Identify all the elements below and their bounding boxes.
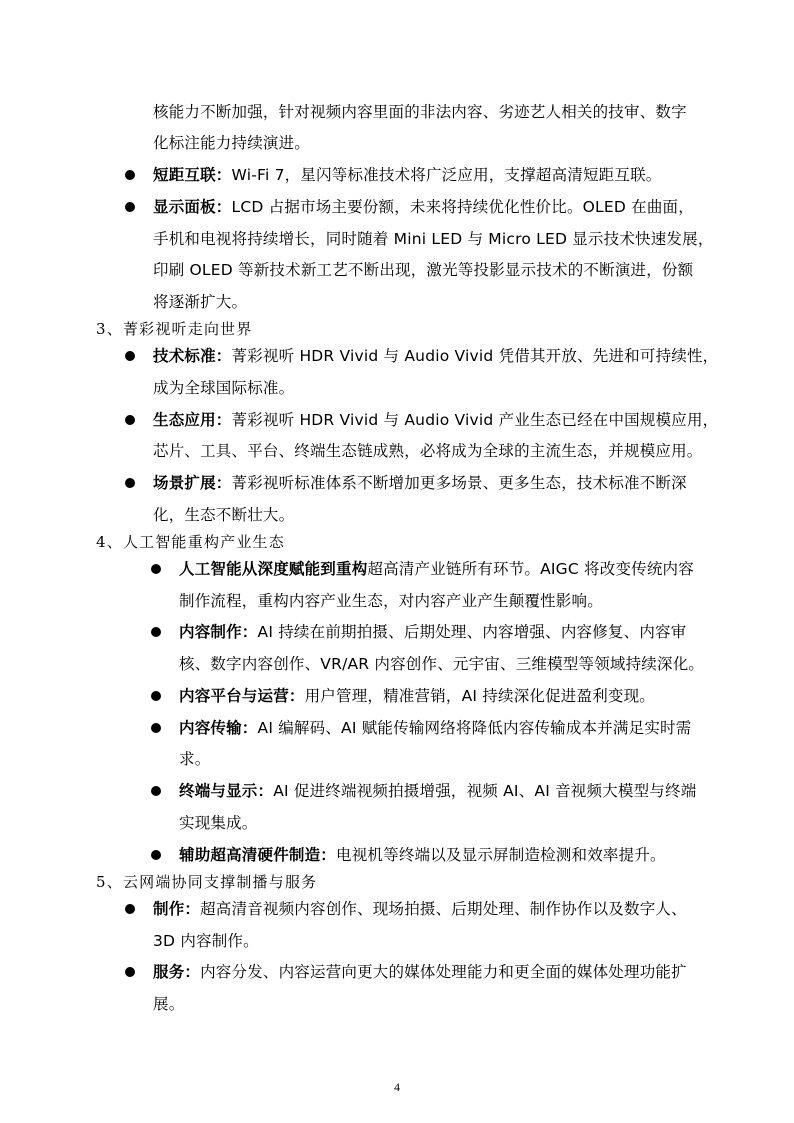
bullet-item (179, 718, 691, 738)
text-line: 求。 (179, 750, 211, 768)
bullet-icon (125, 415, 135, 425)
text-line: 芯片、工具、平台、终端生态链成熟，必将成为全球的主流生态，并规模应用。 (153, 442, 703, 460)
bullet-item (153, 899, 687, 919)
bullet-icon (125, 351, 135, 361)
bullet-item (153, 165, 662, 185)
text-line: 成为全球国际标准。 (153, 379, 295, 397)
bullet-label: 场景扩展： (153, 474, 232, 492)
bullet-icon (151, 564, 161, 574)
text-line: LCD 占据市场主要份额，未来将持续优化性价比。OLED 在曲面， (231, 198, 694, 216)
text-line: 3D 内容制作。 (153, 932, 259, 950)
bullet-icon (151, 723, 161, 733)
text-line: 制作流程，重构内容产业生态，对内容产业产生颠覆性影响。 (179, 592, 603, 610)
text-line: 化，生态不断壮大。 (153, 506, 295, 524)
bullet-icon (125, 202, 135, 212)
bullet-icon (125, 478, 135, 488)
bullet-label: 技术标准： (153, 347, 232, 365)
bullet-label: 服务： (153, 963, 201, 981)
text-line: Wi-Fi 7，星闪等标准技术将广泛应用，支撑超高清短距互联。 (231, 166, 662, 184)
text-line: 电视机等终端以及显示屏制造检测和效率提升。 (336, 846, 666, 864)
text-line: AI 促进终端视频拍摄增强，视频 AI、AI 音视频大模型与终端 (273, 782, 697, 800)
text-line: 菁彩视听 HDR Vivid 与 Audio Vivid 凭借其开放、先进和可持续性， (231, 347, 719, 365)
text-line: 核、数字内容创作、VR/AR 内容创作、元宇宙、三维模型等领域持续深化。 (179, 655, 705, 673)
text-line: 菁彩视听 HDR Vivid 与 Audio Vivid 产业生态已经在中国规模应用， (231, 411, 719, 429)
bullet-item (179, 845, 666, 865)
bullet-item (153, 473, 687, 493)
section-heading: 3、菁彩视听走向世界 (96, 320, 253, 338)
bullet-icon (151, 691, 161, 701)
text-line: 印刷 OLED 等新技术新工艺不断出现，激光等投影显示技术的不断演进，份额 (153, 261, 694, 279)
bullet-item (179, 686, 655, 706)
bullet-icon (151, 850, 161, 860)
text-line: 用户管理，精准营销，AI 持续深化促进盈利变现。 (304, 687, 656, 705)
bullet-item (153, 197, 694, 217)
bullet-icon (125, 967, 135, 977)
bullet-item (153, 410, 718, 430)
text-line: 展。 (153, 995, 185, 1013)
text-line: AI 持续在前期拍摄、后期处理、内容增强、内容修复、内容审 (257, 623, 687, 641)
bullet-icon (125, 904, 135, 914)
section-heading: 5、云网端协同支撑制播与服务 (96, 873, 318, 891)
text-line: 化标注能力持续演进。 (153, 134, 311, 152)
page-number: 4 (394, 1080, 400, 1094)
text-line: 超高清产业链所有环节。AIGC 将改变传统内容 (367, 560, 694, 578)
bullet-label: 显示面板： (153, 198, 232, 216)
bullet-label: 辅助超高清硬件制造： (179, 846, 337, 864)
bullet-icon (125, 170, 135, 180)
bullet-item (179, 559, 694, 579)
text-line: 超高清音视频内容创作、现场拍摄、后期处理、制作协作以及数字人、 (200, 900, 687, 918)
text-line: 核能力不断加强，针对视频内容里面的非法内容、劣迹艺人相关的技审、数字 (153, 103, 687, 121)
text-line: 将逐渐扩大。 (153, 293, 248, 311)
bullet-item (153, 346, 718, 366)
bullet-label: 内容传输： (179, 719, 258, 737)
text-line: 菁彩视听标准体系不断增加更多场景、更多生态，技术标准不断深 (231, 474, 687, 492)
text-line: 手机和电视将持续增长，同时随着 Mini LED 与 Micro LED 显示技术快速发展， (153, 230, 714, 248)
bullet-label: 生态应用： (153, 411, 232, 429)
text-line: 实现集成。 (179, 814, 258, 832)
bullet-label: 内容制作： (179, 623, 258, 641)
bullet-label: 人工智能从深度赋能到重构 (179, 560, 368, 578)
bullet-item (179, 781, 696, 801)
bullet-item (179, 622, 686, 642)
text-line: 内容分发、内容运营向更大的媒体处理能力和更全面的媒体处理功能扩 (200, 963, 687, 981)
bullet-label: 制作： (153, 900, 201, 918)
bullet-label: 内容平台与运营： (179, 687, 305, 705)
bullet-label: 终端与显示： (179, 782, 274, 800)
bullet-icon (151, 786, 161, 796)
bullet-item (153, 962, 687, 982)
section-heading: 4、人工智能重构产业生态 (96, 533, 285, 551)
text-line: AI 编解码、AI 赋能传输网络将降低内容传输成本并满足实时需 (257, 719, 692, 737)
bullet-label: 短距互联： (153, 166, 232, 184)
bullet-icon (151, 627, 161, 637)
